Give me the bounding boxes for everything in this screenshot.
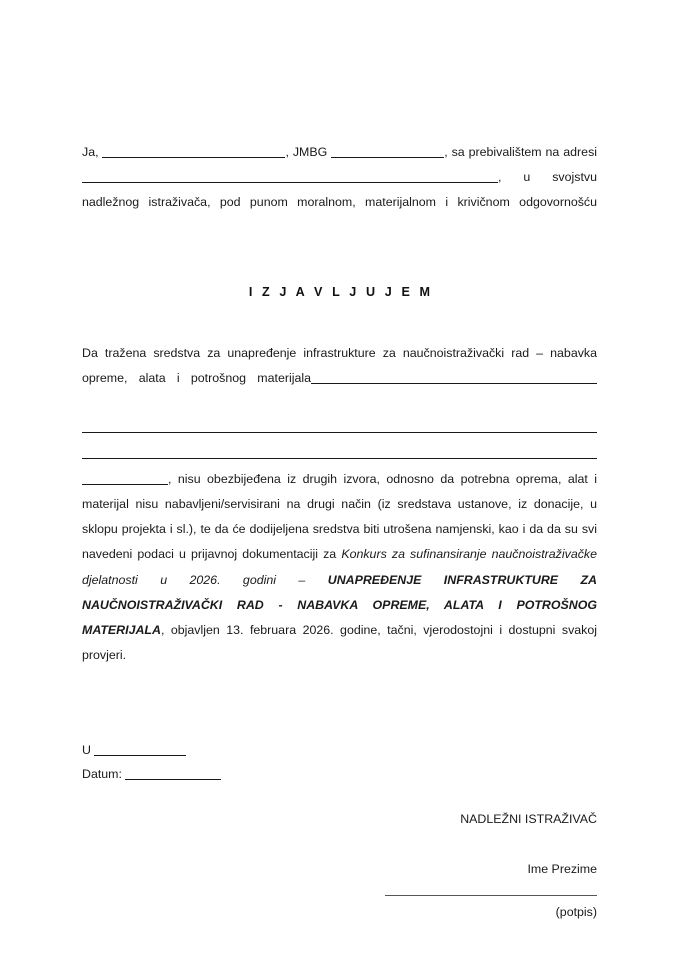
konkurs-title-italic: Konkurs za sufinansiranje naučnoistraživačke djelatnosti u 2026. godini	[82, 547, 597, 587]
date-blank-field[interactable]	[125, 768, 221, 780]
jmbg-label: JMBG	[292, 145, 328, 159]
date-row	[82, 762, 597, 786]
capacity-end: odgovornošću	[519, 195, 598, 210]
signature-caption: (potpis)	[555, 904, 597, 919]
capacity-line: svojstvu nadležnog istraživača, pod punom moralnom, materijalnom i krivičnom	[82, 170, 597, 210]
place-blank-field[interactable]	[94, 744, 186, 756]
konkurs-dash: –	[298, 572, 306, 587]
body-line-4: materijal nisu nabavljeni/servisirani na drugi način (iz sredstava ustanove, iz donacije, u	[82, 497, 597, 511]
ja-label: Ja,	[82, 145, 99, 159]
date-label: Datum:	[82, 766, 122, 781]
signature-line[interactable]	[385, 895, 597, 896]
adresi-label: adresi	[563, 145, 598, 159]
signer-name-placeholder: Ime Prezime	[527, 861, 597, 876]
intro-paragraph	[82, 140, 597, 241]
fill-in-rule-2[interactable]	[82, 442, 597, 467]
body-paragraph-main	[82, 467, 597, 694]
spacer-before-heading	[82, 241, 597, 285]
name-blank-field[interactable]	[102, 146, 285, 158]
place-row	[82, 738, 597, 762]
body-paragraph-intro	[82, 341, 597, 417]
declaration-heading: I Z J A V L J U J E M	[248, 284, 434, 299]
material-blank-field[interactable]	[311, 372, 597, 384]
u-connector: u	[523, 170, 531, 185]
comma-after-name: ,	[285, 145, 289, 159]
body-line-2-prefix: opreme, alata i potrošnog materijala	[82, 371, 311, 386]
document-content	[82, 140, 597, 924]
konkurs-title-bold-caps: UNAPREĐENJE INFRASTRUKTURE ZA NAUČNOISTRAŽIVAČKI RAD - NABAVKA OPREME, ALATA I POTROŠNOG MATERIJALA	[82, 572, 597, 638]
signer-role: NADLEŽNI ISTRAŽIVAČ	[460, 811, 597, 826]
comma-after-jmbg: ,	[444, 145, 448, 159]
body-line-5: sklopu projekta i sl.), te da će dodijeljena sredstva biti utrošena namjenski, kao i da da su svi	[82, 522, 597, 537]
body-line-1: Da tražena sredstva za unapređenje infrastrukture za naučnoistraživački rad – nabavka	[82, 345, 597, 360]
fill-in-rule-1[interactable]	[82, 416, 597, 441]
spacer-after-heading	[82, 299, 597, 341]
body-line-6-prefix: navedeni podaci u prijavnoj dokumentaciji za	[82, 547, 337, 562]
place-label: U	[82, 742, 91, 757]
address-blank-field[interactable]	[82, 171, 498, 183]
spacer-before-signature	[82, 694, 597, 738]
body-tail: , objavljen 13. februara 2026. godine, tačni, vjerodostojni i dostupni svakoj provjeri.	[82, 623, 597, 663]
comma-after-address: ,	[498, 170, 502, 185]
signature-left-block	[82, 738, 597, 786]
residence-text: sa prebivalištem na	[451, 145, 560, 159]
jmbg-blank-field[interactable]	[331, 146, 444, 158]
signature-right-block	[82, 807, 597, 924]
resume-after-blank: , nisu obezbijeđena iz drugih izvora, odnosno da potrebna oprema, alat i	[168, 471, 597, 486]
leading-blank-field[interactable]	[82, 473, 168, 485]
